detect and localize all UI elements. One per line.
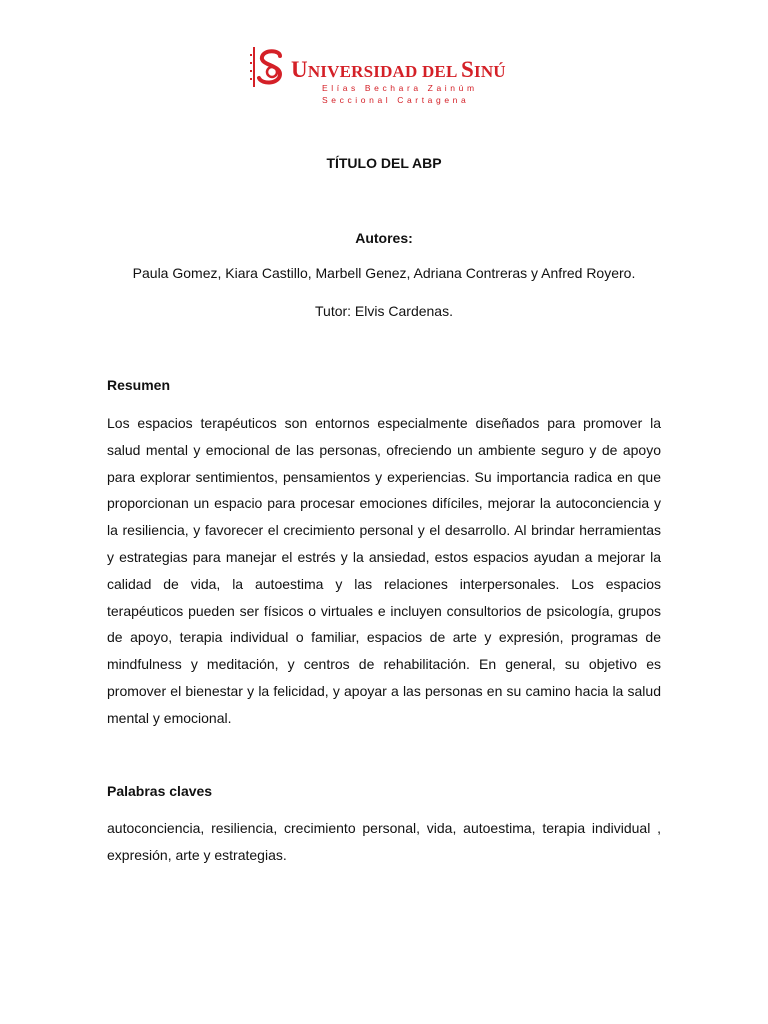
keywords-heading: Palabras claves — [107, 783, 213, 799]
university-logo — [250, 44, 530, 116]
abstract-text: Los espacios terapéuticos son entornos especialmente diseñados para promover la salud mental y emocional de las personas, ofreciendo un ambiente seguro y de apoyo para explorar sentimientos, pensamientos y experiencias. Su importancia radica en que proporcionan un espacio para procesar emociones difíciles, mejorar la autoconciencia y la resiliencia, y favorecer el crecimiento personal y el desarrollo. Al brindar herramientas y estrategias para manejar el estrés y la ansiedad, estos espacios ayudan a mejorar la calidad de vida, la autoestima y las relaciones interpersonales. Los espacios terapéuticos pueden ser físicos o virtuales e incluyen consultorios de psicología, grupos de apoyo, terapia individual o familiar, espacios de arte y expresión, programas de mindfulness y meditación, y centros de rehabilitación. En general, su objetivo es promover el bienestar y la felicidad, y apoyar a las personas en su camino hacia la salud mental y emocional. — [107, 415, 661, 726]
university-name: UNIVERSIDAD DEL SINÚ — [291, 57, 506, 82]
university-subtitle: Elías Bechara Zainúm — [322, 83, 478, 93]
university-campus: Seccional Cartagena — [322, 95, 470, 105]
university-crest-icon — [250, 44, 288, 92]
abstract-heading: Resumen — [107, 377, 171, 393]
document-title: TÍTULO DEL ABP — [326, 155, 442, 171]
keywords-text: autoconciencia, resiliencia, crecimiento personal, vida, autoestima, terapia individual , expresión, arte y estrategias. — [107, 820, 661, 863]
tutor-line: Tutor: Elvis Cardenas. — [315, 303, 453, 319]
authors-heading: Autores: — [355, 230, 413, 246]
authors-list: Paula Gomez, Kiara Castillo, Marbell Genez, Adriana Contreras y Anfred Royero. — [132, 265, 636, 281]
